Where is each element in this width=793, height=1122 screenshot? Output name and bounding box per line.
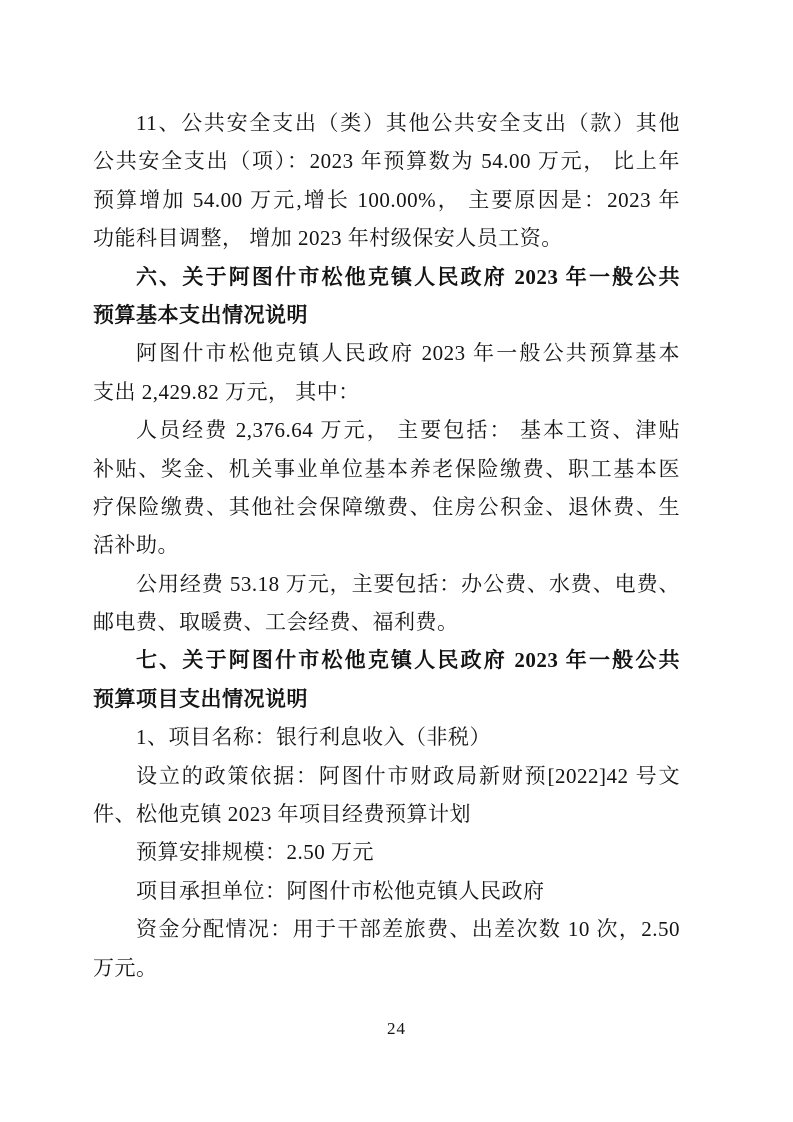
text-line: 万元。: [93, 955, 158, 980]
page-number: 24: [387, 1019, 406, 1038]
paragraph-fund-allocation: [93, 910, 680, 987]
paragraph-11-public-safety-expenditure: [93, 104, 680, 258]
page-footer: [0, 1014, 793, 1044]
text-line: 预算增加 54.00 万元,增长 100.00%， 主要原因是：2023 年: [93, 187, 680, 212]
text-line: 预算项目支出情况说明: [93, 686, 308, 711]
text-line: 资金分配情况：用于干部差旅费、出差次数 10 次，2.50: [136, 917, 680, 942]
text-line: 邮电费、取暖费、工会经费、福利费。: [93, 610, 459, 635]
text-line: 阿图什市松他克镇人民政府 2023 年一般公共预算基本: [136, 341, 680, 366]
text-line: 疗保险缴费、其他社会保障缴费、住房公积金、退休费、生: [93, 494, 680, 519]
document-body: [93, 104, 680, 987]
text-line: 活补助。: [93, 533, 179, 558]
text-line: 公用经费 53.18 万元，主要包括：办公费、水费、电费、: [136, 571, 680, 596]
text-line: 11、公共安全支出（类）其他公共安全支出（款）其他: [136, 111, 680, 135]
heading-section-6-basic-expenditure: [93, 258, 680, 335]
text-line: 公共安全支出（项）：2023 年预算数为 54.00 万元， 比上年: [93, 149, 680, 174]
text-line: 预算安排规模：2.50 万元: [136, 840, 374, 865]
paragraph-policy-basis: [93, 757, 680, 834]
paragraph-undertaking-unit: [93, 872, 680, 910]
text-line: 功能科目调整， 增加 2023 年村级保安人员工资。: [93, 226, 563, 251]
text-line: 六、关于阿图什市松他克镇人民政府 2023 年一般公共: [136, 264, 680, 289]
paragraph-budget-scale: [93, 833, 680, 871]
paragraph-personnel-funds: [93, 411, 680, 565]
text-line: 预算基本支出情况说明: [93, 302, 308, 327]
paragraph-basic-expenditure-total: [93, 334, 680, 411]
text-line: 七、关于阿图什市松他克镇人民政府 2023 年一般公共: [136, 648, 680, 673]
text-line: 项目承担单位：阿图什市松他克镇人民政府: [136, 878, 545, 903]
text-line: 补贴、奖金、机关事业单位基本养老保险缴费、职工基本医: [93, 456, 680, 481]
text-line: 件、松他克镇 2023 年项目经费预算计划: [93, 802, 471, 827]
text-line: 设立的政策依据：阿图什市财政局新财预[2022]42 号文: [136, 763, 680, 788]
paragraph-public-funds: [93, 565, 680, 642]
text-line: 1、项目名称：银行利息收入（非税）: [136, 725, 491, 750]
text-line: 人员经费 2,376.64 万元， 主要包括： 基本工资、津贴: [136, 418, 680, 443]
text-line: 支出 2,429.82 万元， 其中：: [93, 379, 360, 404]
heading-section-7-project-expenditure: [93, 641, 680, 718]
paragraph-project-name: [93, 718, 680, 756]
